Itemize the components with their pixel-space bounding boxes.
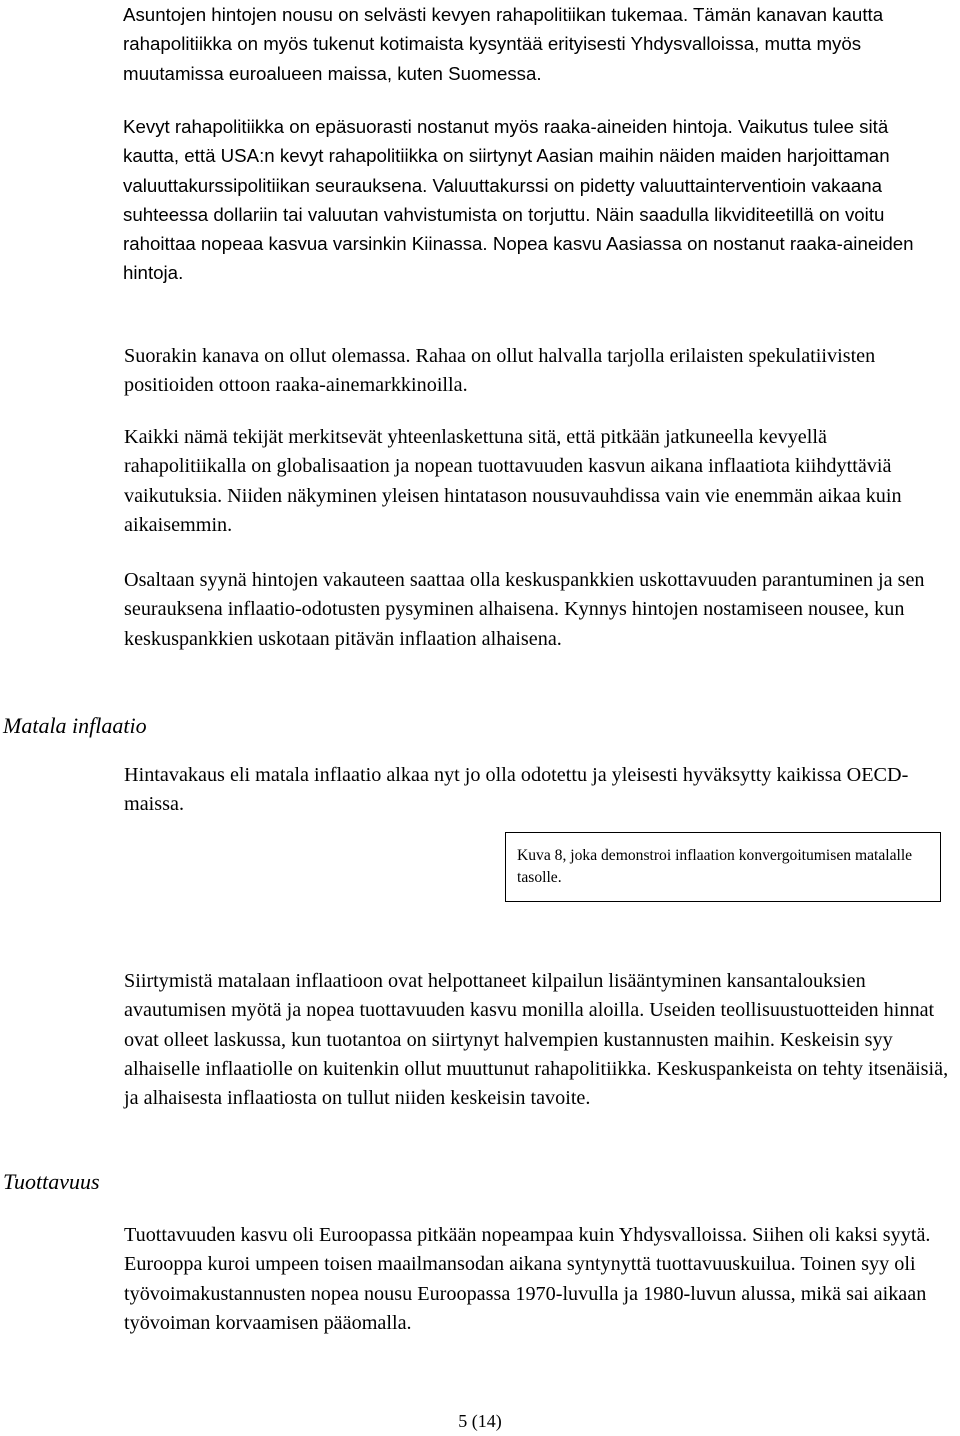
margin-heading-matala-inflaatio: Matala inflaatio <box>3 713 147 738</box>
paragraph-direct-channel: Suorakin kanava on ollut olemassa. Rahaa on ollut halvalla tarjolla erilaisten spekulatiivisten positioiden ottoon raaka-ainemarkkinoilla. <box>124 345 876 397</box>
paragraph-combined-effects: Kaikki nämä tekijät merkitsevät yhteenlaskettuna sitä, että pitkään jatkuneella kevyellä rahapolitiikalla on globalisaation ja nopean tuottavuuden kasvun aikana inflaatiota kiihdyttäviä vaikutuksia. Niiden näkyminen yleisen hintatason nousuvauhdissa vain vie enemmän aikaa kuin aikaisemmin. <box>124 426 902 536</box>
paragraph-transition-low-inflation: Siirtymistä matalaan inflaatioon ovat helpottaneet kilpailun lisääntyminen kansantalouksien avautumisen myötä ja nopea tuottavuuden kasvu monilla aloilla. Useiden teollisuustuotteiden hinnat ovat olleet laskussa, kun tuotantoa on siirtynyt halvempien kustannusten maihin. Keskeisin syy alhaiselle inflaatiolle on kuitenkin ollut muuttunut rahapolitiikka. Keskuspankeista on tehty itsenäisiä, ja alhaisesta inflaatiosta on tullut niiden keskeisin tavoite. <box>124 970 949 1110</box>
page-number: 5 (14) <box>458 1411 502 1431</box>
paragraph-housing-prices: Asuntojen hintojen nousu on selvästi kevyen rahapolitiikan tukemaa. Tämän kanavan kautta rahapolitiikka on myös tukenut kotimaista kysyntää erityisesti Yhdysvalloissa, mutta myös muutamissa euroalueen maissa, kuten Suomessa. <box>123 4 884 84</box>
paragraph-central-bank-credibility: Osaltaan syynä hintojen vakauteen saattaa olla keskuspankkien uskottavuuden parantuminen ja sen seurauksena inflaatio-odotusten pysyminen alhaisena. Kynnys hintojen nostamiseen nousee, kun keskuspankkien uskotaan pitävän inflaation alhaisena. <box>124 569 925 650</box>
paragraph-raw-material-prices: Kevyt rahapolitiikka on epäsuorasti nostanut myös raaka-aineiden hintoja. Vaikutus tulee sitä kautta, että USA:n kevyt rahapolitiikka on siirtynyt Aasian maihin näiden maiden harjoittaman valuuttakurssipolitiikan seurauksena. Valuuttakurssi on pidetty valuuttainterventioin vakaana suhteessa dollariin tai valuutan vahvistumista on torjuttu. Näin saadulla likviditeetillä on voitu rahoittaa nopeaa kasvua varsinkin Kiinassa. Nopea kasvu Aasiassa on nostanut raaka-aineiden hintoja. <box>123 116 914 284</box>
margin-heading-tuottavuus: Tuottavuus <box>3 1169 100 1194</box>
figure-caption-box: Kuva 8, joka demonstroi inflaation konvergoitumisen matalalle tasolle. <box>505 832 941 902</box>
paragraph-productivity-growth: Tuottavuuden kasvu oli Euroopassa pitkään nopeampaa kuin Yhdysvalloissa. Siihen oli kaksi syytä. Eurooppa kuroi umpeen toisen maailmansodan aikana syntynyttä tuottavuuskuilua. Toinen syy oli työvoimakustannusten nopea nousu Euroopassa 1970-luvulla ja 1980-luvun alussa, mikä sai aikaan työvoiman korvaamisen pääomalla. <box>124 1224 931 1334</box>
paragraph-price-stability: Hintavakaus eli matala inflaatio alkaa nyt jo olla odotettu ja yleisesti hyväksytty kaikissa OECD-maissa. <box>124 764 909 816</box>
